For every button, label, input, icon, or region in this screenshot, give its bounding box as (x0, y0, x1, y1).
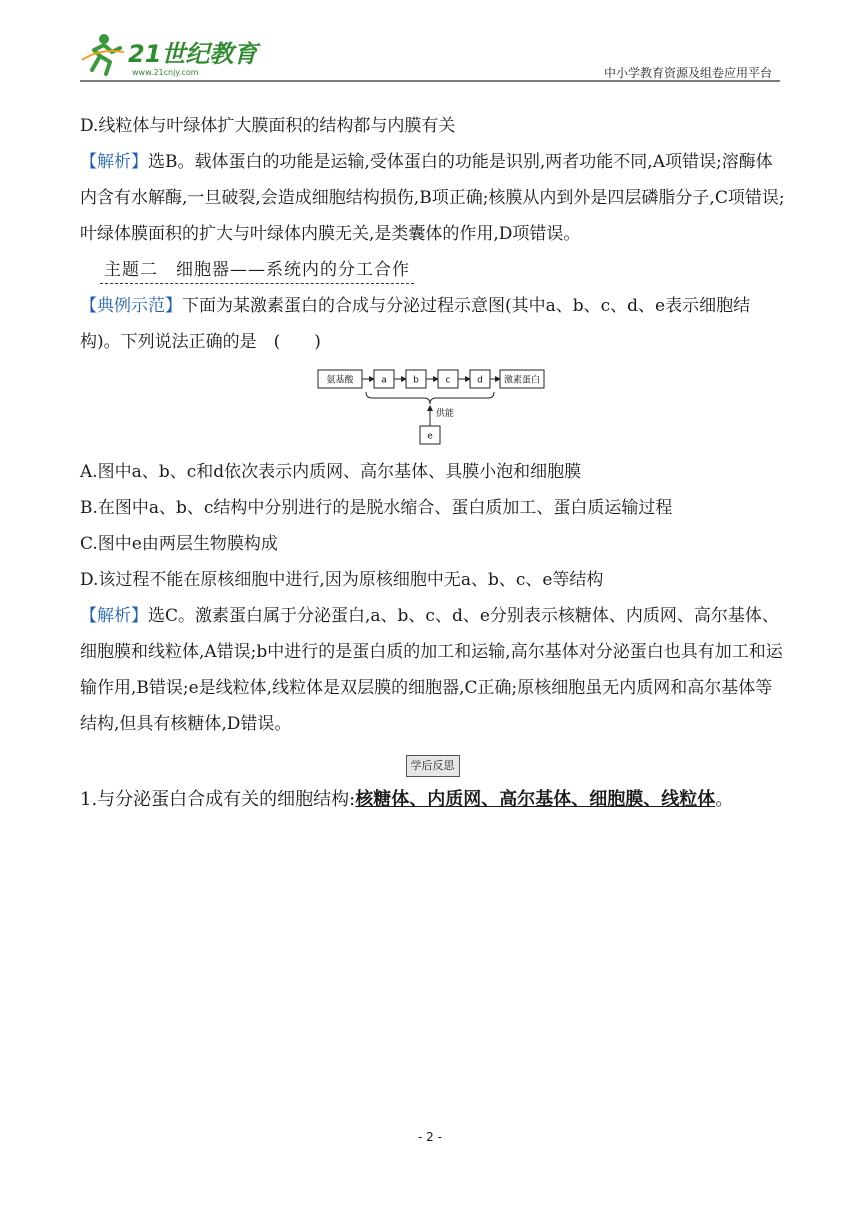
analysis-text: 选B。载体蛋白的功能是运输,受体蛋白的功能是识别,两者功能不同,A项错误;溶酶体内含有水解酶,一旦破裂,会造成细胞结构损伤,B项正确;核膜从内到外是四层磷脂分子,C项错误;叶绿体膜面积的扩大与叶绿体内膜无关,是类囊体的作用,D项错误。 (80, 152, 785, 244)
example-text: 下面为某激素蛋白的合成与分泌过程示意图(其中a、b、c、d、e表示细胞结构)。下列说法正确的是 ( ) (80, 296, 751, 352)
secretion-diagram (316, 366, 546, 450)
diagram-node-b-label: b (413, 375, 419, 386)
platform-name: 中小学教育资源及组卷应用平台 (603, 66, 772, 80)
diagram-start-label: 氨基酸 (326, 375, 354, 386)
option-b: B.在图中a、b、c结构中分别进行的是脱水缩合、蛋白质加工、蛋白质运输过程 (80, 498, 673, 518)
diagram-node-e-label: e (427, 431, 433, 442)
option-d: D.该过程不能在原核细胞中进行,因为原核细胞中无a、b、c、e等结构 (80, 570, 604, 590)
example-analysis (80, 598, 785, 742)
analysis-tag: 【解析】 (80, 606, 148, 626)
header-divider (80, 80, 780, 82)
topic-heading: 主题二 细胞器——系统内的分工合作 (100, 257, 414, 284)
conclusion-answer: 核糖体、内质网、高尔基体、细胞膜、线粒体 (355, 789, 716, 810)
conclusion (80, 781, 785, 819)
conclusion-suffix: 。 (715, 789, 734, 810)
logo (80, 30, 280, 80)
analysis-tag: 【解析】 (80, 152, 148, 172)
option-a: A.图中a、b、c和d依次表示内质网、高尔基体、具膜小泡和细胞膜 (80, 462, 582, 482)
option-c: C.图中e由两层生物膜构成 (80, 534, 278, 554)
example-question (80, 288, 785, 360)
prev-option-d: D.线粒体与叶绿体扩大膜面积的结构都与内膜有关 (80, 116, 456, 136)
prev-analysis (80, 144, 785, 252)
reflection-heading-wrap (80, 754, 785, 777)
diagram-node-c-label: c (445, 375, 451, 386)
runner-icon (82, 34, 124, 74)
logo-text: 21世纪教育 (128, 40, 258, 68)
diagram-end-label: 激素蛋白 (503, 375, 541, 386)
logo-url: www.21cnjy.com (132, 68, 199, 77)
example-tag: 【典例示范】 (80, 296, 182, 316)
diagram-node-a-label: a (381, 375, 387, 386)
diagram-node-d-label: d (477, 375, 483, 386)
page-header (80, 30, 780, 84)
diagram-energy-label: 供能 (436, 409, 455, 419)
page-content (80, 108, 785, 819)
diagram-brace (366, 392, 494, 404)
analysis-text: 选C。激素蛋白属于分泌蛋白,a、b、c、d、e分别表示核糖体、内质网、高尔基体、细胞膜和线粒体,A错误;b中进行的是蛋白质的加工和运输,高尔基体对分泌蛋白也具有加工和运输作用,B错误;e是线粒体,线粒体是双层膜的细胞器,C正确;原核细胞虽无内质网和高尔基体等结构,但具有核糖体,D错误。 (80, 606, 783, 734)
reflection-label: 学后反思 (406, 755, 460, 777)
conclusion-prefix: 1.与分泌蛋白合成有关的细胞结构: (80, 789, 356, 810)
page-number: - 2 - (418, 1130, 442, 1144)
